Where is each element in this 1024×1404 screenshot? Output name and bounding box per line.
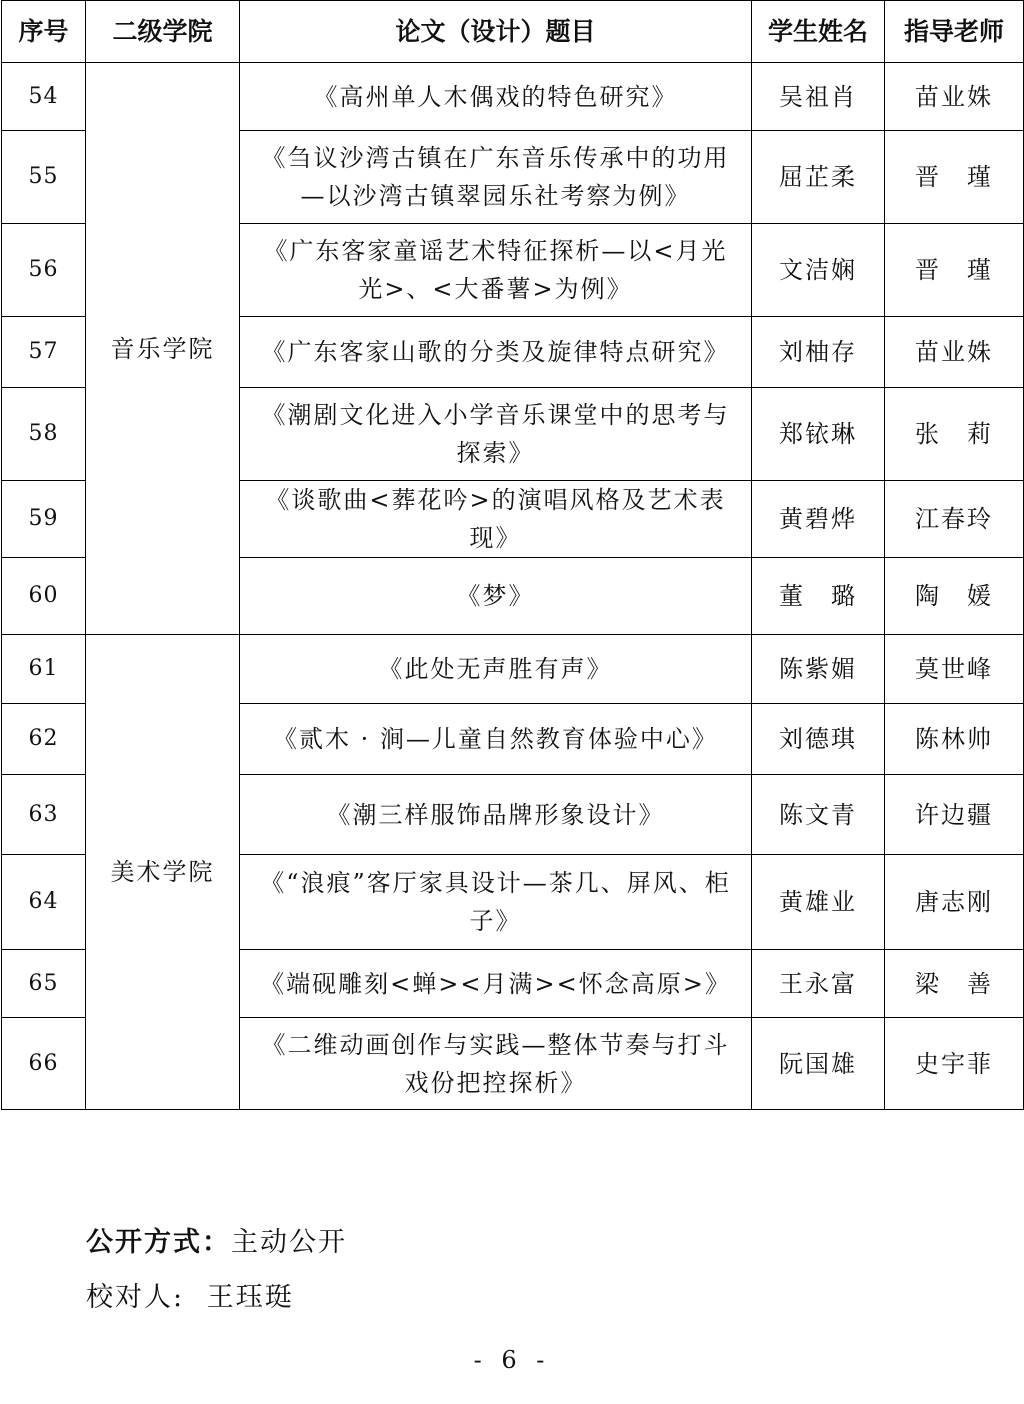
thesis-title-cell xyxy=(240,855,752,950)
advisor-name: 张 莉 xyxy=(885,388,1024,481)
thesis-title-line: 《“浪痕”客厅家具设计—茶几、屏风、柜 xyxy=(260,869,731,897)
student-name: 刘德琪 xyxy=(752,704,885,775)
thesis-title-cell xyxy=(240,950,752,1018)
advisor-name: 苗业姝 xyxy=(885,317,1024,388)
row-number: 62 xyxy=(2,704,86,775)
thesis-title-line: 《潮三样服饰品牌形象设计》 xyxy=(326,800,665,829)
thesis-title-line: 《贰木 · 涧—儿童自然教育体验中心》 xyxy=(273,725,718,753)
advisor-name: 江春玲 xyxy=(885,481,1024,558)
thesis-title-line: 《高州单人木偶戏的特色研究》 xyxy=(313,82,678,111)
advisor-name: 梁 善 xyxy=(885,950,1024,1018)
thesis-title-line: 探索》 xyxy=(456,439,535,467)
student-name: 文洁娴 xyxy=(752,224,885,317)
thesis-title-cell xyxy=(240,1018,752,1110)
thesis-title-line: 光>、<大番薯>为例》 xyxy=(358,275,633,303)
table-row xyxy=(2,635,1024,704)
student-name: 黄雄业 xyxy=(752,855,885,950)
header-row xyxy=(2,1,1024,63)
student-name: 郑铱琳 xyxy=(752,388,885,481)
row-number: 66 xyxy=(2,1018,86,1110)
thesis-title-cell xyxy=(240,388,752,481)
thesis-title-line: 《端砚雕刻<蝉><月满><怀念高原>》 xyxy=(260,969,731,998)
student-name: 陈紫媚 xyxy=(752,635,885,704)
thesis-title-line: 《二维动画创作与实践—整体节奏与打斗 xyxy=(261,1030,730,1059)
thesis-title-cell xyxy=(240,317,752,388)
disclosure-label: 公开方式： xyxy=(86,1227,231,1258)
advisor-name: 莫世峰 xyxy=(885,635,1024,704)
thesis-title-cell xyxy=(240,635,752,704)
disclosure-line xyxy=(86,1220,347,1259)
thesis-title-cell xyxy=(240,775,752,855)
thesis-title-line: 《广东客家山歌的分类及旋律特点研究》 xyxy=(261,338,730,366)
advisor-name: 晋 瑾 xyxy=(885,224,1024,317)
row-number: 57 xyxy=(2,317,86,388)
student-name: 刘柚存 xyxy=(752,317,885,388)
thesis-title-line: 子》 xyxy=(469,907,522,935)
thesis-title-cell xyxy=(240,704,752,775)
thesis-title-cell xyxy=(240,481,752,558)
student-name: 阮国雄 xyxy=(752,1018,885,1110)
thesis-title-line: 戏份把控探析》 xyxy=(404,1068,587,1097)
header-college: 二级学院 xyxy=(86,1,240,63)
college-cell: 音乐学院 xyxy=(86,63,240,635)
table-row xyxy=(2,63,1024,131)
college-cell: 美术学院 xyxy=(86,635,240,1110)
row-number: 60 xyxy=(2,558,86,635)
header-title: 论文（设计）题目 xyxy=(240,1,752,63)
page-number: - 6 - xyxy=(473,1346,551,1374)
advisor-name: 陶 媛 xyxy=(885,558,1024,635)
student-name: 陈文青 xyxy=(752,775,885,855)
student-name: 王永富 xyxy=(752,950,885,1018)
advisor-name: 唐志刚 xyxy=(885,855,1024,950)
header-student: 学生姓名 xyxy=(752,1,885,63)
thesis-title-line: —以沙湾古镇翠园乐社考察为例》 xyxy=(300,182,691,210)
header-advisor: 指导老师 xyxy=(885,1,1024,63)
disclosure-value: 主动公开 xyxy=(231,1227,347,1258)
advisor-name: 许边疆 xyxy=(885,775,1024,855)
student-name: 黄碧烨 xyxy=(752,481,885,558)
proofreader-label: 校对人: xyxy=(86,1282,185,1313)
student-name: 吴祖肖 xyxy=(752,63,885,131)
advisor-name: 苗业姝 xyxy=(885,63,1024,131)
row-number: 56 xyxy=(2,224,86,317)
header-number: 序号 xyxy=(2,1,86,63)
student-name: 屈芷柔 xyxy=(752,131,885,224)
row-number: 54 xyxy=(2,63,86,131)
row-number: 65 xyxy=(2,950,86,1018)
thesis-title-line: 《刍议沙湾古镇在广东音乐传承中的功用 xyxy=(261,144,730,172)
thesis-title-line: 《潮剧文化进入小学音乐课堂中的思考与 xyxy=(261,401,730,429)
row-number: 55 xyxy=(2,131,86,224)
thesis-title-line: 《梦》 xyxy=(456,582,535,610)
thesis-table xyxy=(1,0,1024,1110)
proofreader-value: 王珏珽 xyxy=(206,1282,294,1313)
advisor-name: 陈林帅 xyxy=(885,704,1024,775)
row-number: 64 xyxy=(2,855,86,950)
thesis-title-cell xyxy=(240,63,752,131)
table-body xyxy=(2,63,1024,1110)
row-number: 58 xyxy=(2,388,86,481)
advisor-name: 史宇菲 xyxy=(885,1018,1024,1110)
student-name: 董 璐 xyxy=(752,558,885,635)
advisor-name: 晋 瑾 xyxy=(885,131,1024,224)
thesis-title-line: 《广东客家童谣艺术特征探析—以<月光 xyxy=(263,237,728,265)
proofreader-line xyxy=(86,1275,294,1314)
thesis-title-cell xyxy=(240,224,752,317)
row-number: 59 xyxy=(2,481,86,558)
thesis-title-line: 《谈歌曲<葬花吟>的演唱风格及艺术表现》 xyxy=(265,486,726,552)
thesis-title-cell xyxy=(240,558,752,635)
row-number: 61 xyxy=(2,635,86,704)
thesis-title-cell xyxy=(240,131,752,224)
thesis-title-line: 《此处无声胜有声》 xyxy=(378,655,613,683)
row-number: 63 xyxy=(2,775,86,855)
